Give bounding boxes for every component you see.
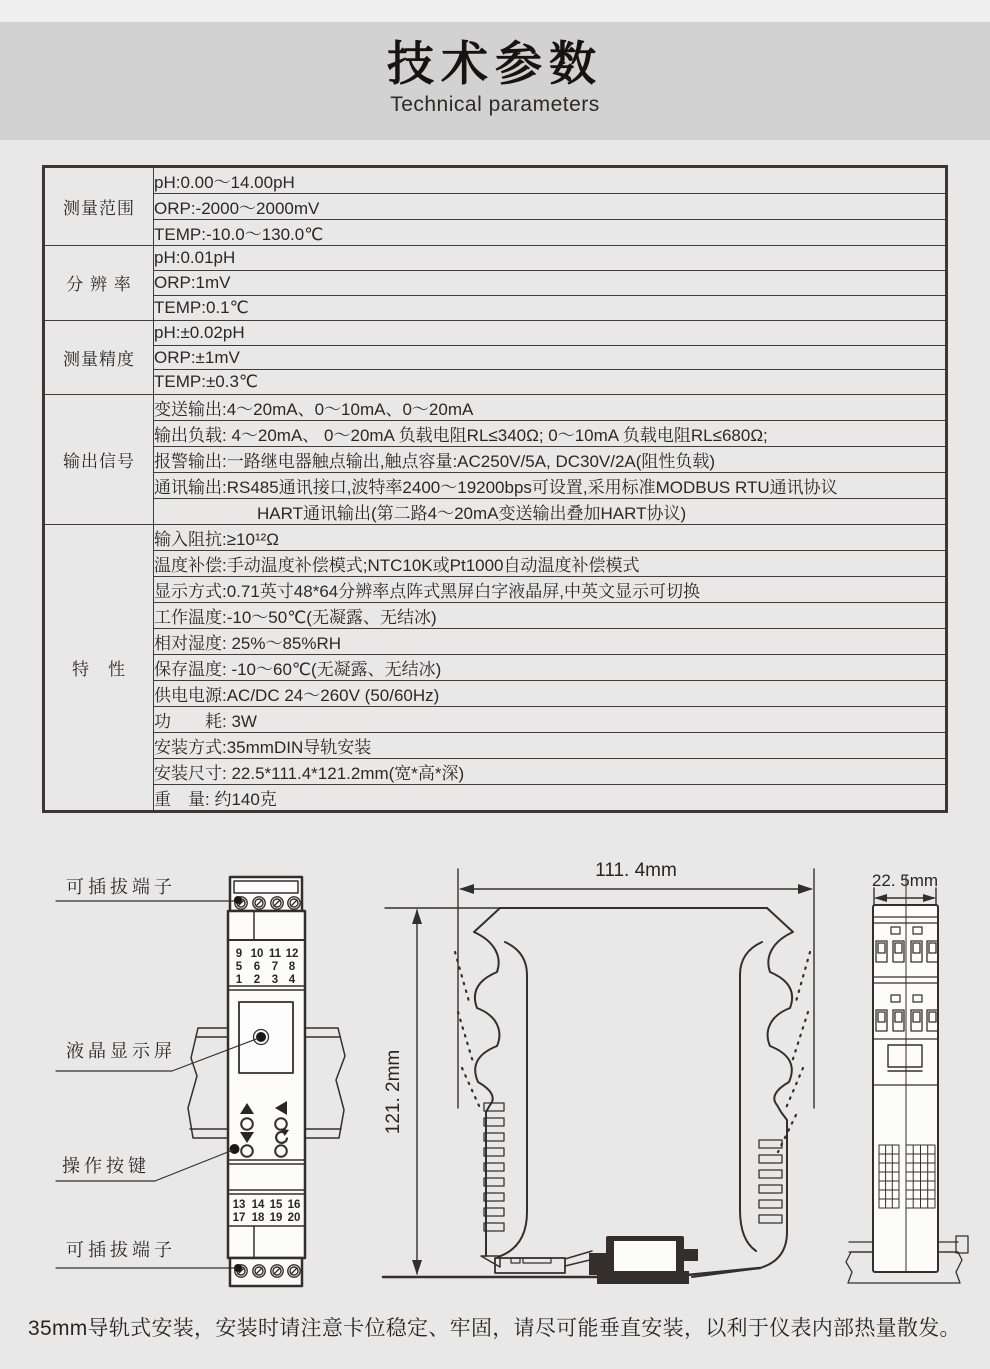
spec-group-label: 测量范围 xyxy=(44,167,154,246)
side-view-drawing xyxy=(383,860,814,1284)
table-row xyxy=(44,295,947,320)
table-row xyxy=(44,759,947,785)
table-row xyxy=(44,525,947,551)
table-row xyxy=(44,551,947,577)
terminal-number: 16 xyxy=(287,1199,301,1211)
table-row xyxy=(44,499,947,525)
table-row xyxy=(44,447,947,473)
spec-value: 显示方式:0.71英寸48*64分辨率点阵式黑屏白字液晶屏,中英文显示可切换 xyxy=(154,577,947,603)
terminal-number: 17 xyxy=(232,1212,246,1224)
spec-value: 相对湿度: 25%～85%RH xyxy=(154,629,947,655)
front-view-drawing xyxy=(56,877,345,1286)
width-dimension-label: 111. 4mm xyxy=(595,860,677,881)
spec-value: TEMP:±0.3℃ xyxy=(154,370,947,395)
spec-value: ORP:1mV xyxy=(154,270,947,295)
table-row xyxy=(44,220,947,246)
spec-value: 通讯输出:RS485通讯接口,波特率2400～19200bps可设置,采用标准MODBUS RTU通讯协议 xyxy=(154,473,947,499)
spec-value: pH:±0.02pH xyxy=(154,320,947,345)
callout-buttons-label: 操作按键 xyxy=(62,1156,150,1176)
spec-value: ORP:±1mV xyxy=(154,345,947,370)
table-row xyxy=(44,270,947,295)
top-strip xyxy=(0,0,990,22)
spec-value: pH:0.01pH xyxy=(154,246,947,271)
table-row xyxy=(44,629,947,655)
callout-anchor-dot xyxy=(256,1032,266,1042)
spec-group-label: 特 性 xyxy=(44,525,154,812)
table-row xyxy=(44,167,947,194)
terminal-number: 15 xyxy=(269,1199,283,1211)
table-row xyxy=(44,345,947,370)
din-rail-left xyxy=(188,1028,228,1138)
spec-value: 温度补偿:手动温度补偿模式;NTC10K或Pt1000自动温度补偿模式 xyxy=(154,551,947,577)
spec-value: 安装方式:35mmDIN导轨安装 xyxy=(154,733,947,759)
table-row xyxy=(44,785,947,812)
terminal-number: 11 xyxy=(268,948,282,960)
spec-value: 功 耗: 3W xyxy=(154,707,947,733)
table-row xyxy=(44,707,947,733)
terminal-number: 10 xyxy=(250,948,264,960)
spec-table xyxy=(42,165,948,813)
spec-value: HART通讯输出(第二路4～20mA变送输出叠加HART协议) xyxy=(154,499,947,525)
terminal-number: 14 xyxy=(251,1199,265,1211)
table-row xyxy=(44,395,947,421)
end-view-drawing xyxy=(846,871,968,1283)
terminal-number: 12 xyxy=(285,948,299,960)
terminal-number: 18 xyxy=(251,1212,265,1224)
table-row xyxy=(44,421,947,447)
page-subtitle: Technical parameters xyxy=(390,92,600,116)
housing-outline xyxy=(474,908,793,1277)
height-dimension-label: 121. 2mm xyxy=(383,1049,404,1135)
terminal-number: 7 xyxy=(271,961,279,973)
terminal-number: 20 xyxy=(287,1212,301,1224)
din-rail-right xyxy=(305,1028,345,1138)
callout-anchor-dot xyxy=(230,1144,240,1154)
installation-drawings xyxy=(0,845,990,1310)
terminal-number: 5 xyxy=(235,961,243,973)
terminal-number: 13 xyxy=(232,1199,246,1211)
terminal-number: 19 xyxy=(269,1212,283,1224)
spec-value: 输出负载: 4～20mA、 0～20mA 负载电阻RL≤340Ω; 0～10mA 负载电阻RL≤680Ω; xyxy=(154,421,947,447)
bottom-terminal-block xyxy=(230,1258,302,1286)
table-row xyxy=(44,603,947,629)
page-title: 技术参数 xyxy=(387,37,603,90)
end-view-body xyxy=(873,876,938,1272)
lcd-screen xyxy=(239,1002,293,1073)
terminal-number: 3 xyxy=(271,974,279,986)
table-row xyxy=(44,681,947,707)
callout-top-terminal-label: 可插拔端子 xyxy=(66,877,176,897)
height-dimension xyxy=(383,908,500,1275)
spec-value: ORP:-2000～2000mV xyxy=(154,194,947,220)
table-row xyxy=(44,577,947,603)
header-banner xyxy=(0,22,990,140)
spec-value: TEMP:-10.0～130.0℃ xyxy=(154,220,947,246)
spec-value: 供电电源:AC/DC 24～260V (50/60Hz) xyxy=(154,681,947,707)
table-row xyxy=(44,473,947,499)
footer-note: 35mm导轨式安装，安装时请注意卡位稳定、牢固，请尽可能垂直安装，以利于仪表内部热量散发。 xyxy=(28,1317,961,1340)
spec-group-label: 分 辨 率 xyxy=(44,246,154,321)
spec-value: 工作温度:-10～50℃(无凝露、无结冰) xyxy=(154,603,947,629)
spec-value: 保存温度: -10～60℃(无凝露、无结冰) xyxy=(154,655,947,681)
spec-value: 输入阻抗:≥10¹²Ω xyxy=(154,525,947,551)
callout-anchor-dot xyxy=(234,896,242,904)
depth-dimension-label: 22. 5mm xyxy=(871,871,939,890)
top-terminal-block xyxy=(230,877,302,911)
table-row xyxy=(44,320,947,345)
table-row xyxy=(44,655,947,681)
spec-value: 重 量: 约140克 xyxy=(154,785,947,812)
spec-value: 安装尺寸: 22.5*111.4*121.2mm(宽*高*深) xyxy=(154,759,947,785)
dotted-accents xyxy=(455,952,810,1152)
rail-end-tab xyxy=(956,1236,968,1253)
callout-lcd-label: 液晶显示屏 xyxy=(66,1041,176,1061)
spec-value: 报警输出:一路继电器触点输出,触点容量:AC250V/5A, DC30V/2A(阻性负载) xyxy=(154,447,947,473)
terminal-number: 8 xyxy=(288,961,296,973)
din-clip-assembly xyxy=(383,1236,760,1284)
callout-bottom-terminal-label: 可插拔端子 xyxy=(66,1240,176,1260)
spec-group-label: 测量精度 xyxy=(44,320,154,395)
spec-group-label: 输出信号 xyxy=(44,395,154,525)
table-row xyxy=(44,370,947,395)
terminal-number: 6 xyxy=(253,961,261,973)
spec-value: pH:0.00～14.00pH xyxy=(154,167,947,194)
terminal-number: 4 xyxy=(288,974,296,986)
terminal-number: 1 xyxy=(235,974,243,986)
table-row xyxy=(44,194,947,220)
spec-value: TEMP:0.1℃ xyxy=(154,295,947,320)
terminal-number: 2 xyxy=(253,974,261,986)
table-row xyxy=(44,246,947,271)
table-row xyxy=(44,733,947,759)
terminal-number: 9 xyxy=(235,948,243,960)
spec-value: 变送输出:4～20mA、0～10mA、0～20mA xyxy=(154,395,947,421)
width-dimension xyxy=(458,860,814,1108)
